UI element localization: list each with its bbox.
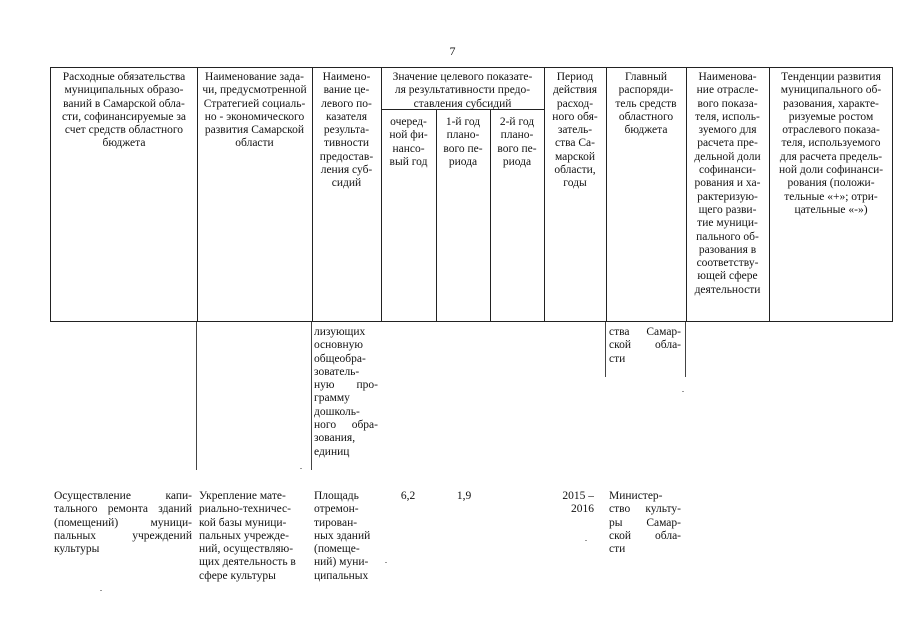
text-line: тие муници- bbox=[697, 217, 758, 230]
text-line: рования (положи- bbox=[787, 177, 875, 190]
text-line: действия bbox=[552, 84, 598, 97]
text-line: ства Самар- bbox=[609, 326, 681, 338]
text-line: пального об- bbox=[696, 230, 759, 243]
scan-speck bbox=[682, 391, 684, 392]
text-line: ную про- bbox=[314, 379, 378, 392]
text-line: ние отрасле- bbox=[696, 84, 759, 97]
text-line: ской обла- bbox=[609, 339, 681, 352]
text-line: казателя bbox=[325, 110, 368, 123]
text-line: ления суб- bbox=[320, 164, 373, 177]
text-line: ний) муни- bbox=[314, 556, 369, 569]
body-divider bbox=[311, 322, 312, 470]
text-line: теля, исполь- bbox=[695, 110, 760, 123]
text-line: областного bbox=[618, 110, 674, 123]
text-line: цательные «-») bbox=[794, 203, 868, 216]
text-line: зователь- bbox=[314, 365, 360, 378]
text-line: ставления субсидий bbox=[413, 97, 512, 110]
text-line: области, bbox=[554, 164, 596, 177]
text-line: области bbox=[235, 137, 274, 150]
body-divider bbox=[196, 322, 197, 470]
text-line: распоряди- bbox=[618, 84, 674, 97]
text-line: лизующих bbox=[314, 326, 366, 338]
text-line: Расходные обязательства bbox=[62, 71, 186, 83]
text-line: ного обя- bbox=[552, 110, 598, 123]
text-line: рования и ха- bbox=[694, 177, 761, 190]
scan-speck bbox=[385, 562, 387, 563]
text-line: бюджета bbox=[624, 124, 668, 137]
text-line: счет средств областного bbox=[64, 124, 184, 137]
text-line: тального ремонта зданий bbox=[54, 503, 192, 516]
header-col-indicator bbox=[313, 71, 380, 191]
text-line: отремон- bbox=[314, 503, 359, 516]
text-line: единиц bbox=[314, 445, 350, 458]
text-line: сти, софинансируемые за bbox=[61, 110, 187, 123]
text-line: ваний в Самарской обла- bbox=[63, 97, 185, 110]
text-line: предостав- bbox=[319, 150, 374, 163]
text-line: ний, осуществляю- bbox=[199, 543, 294, 556]
text-line: Укрепление мате- bbox=[199, 490, 286, 502]
header-sub-second-year bbox=[491, 116, 543, 169]
row-administrator bbox=[609, 490, 681, 556]
body-divider bbox=[685, 322, 686, 377]
text-line: ной доли софинанси- bbox=[778, 164, 884, 177]
text-line: софинанси- bbox=[699, 164, 756, 177]
text-line: ства Са- bbox=[555, 137, 595, 150]
text-line: дельной доли bbox=[694, 150, 761, 163]
text-line: Министер- bbox=[609, 490, 663, 502]
text-line: (помещений) муници- bbox=[54, 516, 192, 529]
row-indicator bbox=[314, 490, 378, 583]
text-line: ющей сфере bbox=[697, 270, 758, 283]
header-col-task bbox=[199, 71, 310, 151]
header-sub-current-year bbox=[382, 116, 435, 169]
text-line: разования в bbox=[698, 243, 757, 256]
text-line: Площадь bbox=[314, 490, 359, 502]
text-line: сфере культуры bbox=[199, 569, 276, 582]
text-line: дошколь- bbox=[314, 405, 360, 418]
body-divider bbox=[605, 322, 606, 377]
text-line: Период bbox=[556, 71, 594, 83]
text-line: общеобра- bbox=[314, 352, 366, 365]
text-line: чи, предусмотренной bbox=[202, 84, 307, 97]
text-line: вого пе- bbox=[497, 142, 537, 155]
text-line: Наименова- bbox=[698, 71, 757, 83]
text-line: ля результативности предо- bbox=[394, 84, 531, 97]
text-line: 1-й год bbox=[445, 116, 481, 128]
text-line: ных зданий bbox=[314, 529, 371, 542]
text-line: ного обра- bbox=[314, 419, 378, 432]
text-line: зования, bbox=[314, 432, 356, 445]
text-line: деятельности bbox=[694, 283, 761, 296]
text-line: развития Самарской bbox=[204, 124, 305, 137]
text-line: 2015 – bbox=[562, 490, 594, 502]
text-line: соответству- bbox=[696, 257, 759, 270]
text-line: щих деятельность в bbox=[199, 556, 296, 569]
text-line: зуемого для bbox=[698, 124, 757, 137]
text-line: затель- bbox=[557, 124, 593, 137]
text-line: Наимено- bbox=[322, 71, 371, 83]
text-line: для расчета предель- bbox=[779, 150, 883, 163]
scan-speck bbox=[100, 590, 102, 591]
header-col-obligations bbox=[53, 71, 195, 151]
header-col-administrator bbox=[607, 71, 685, 137]
text-line: 2016 bbox=[571, 503, 594, 516]
text-line: расход- bbox=[556, 97, 594, 110]
text-line: плано- bbox=[500, 129, 534, 142]
header-col-target-value bbox=[382, 71, 543, 111]
text-line: Осуществление капи- bbox=[54, 490, 192, 502]
text-line: очеред- bbox=[390, 116, 427, 128]
text-line: пальных учрежде- bbox=[199, 529, 289, 542]
row-obligation bbox=[54, 490, 192, 556]
text-line: разования, характе- bbox=[783, 97, 879, 110]
text-line: Значение целевого показате- bbox=[392, 71, 533, 83]
text-line: 2-й год bbox=[499, 116, 535, 128]
text-line: марской bbox=[554, 150, 596, 163]
text-line: ципальных bbox=[314, 569, 369, 582]
text-line: годы bbox=[563, 177, 587, 190]
text-line: муниципального об- bbox=[780, 84, 882, 97]
text-line: вого пе- bbox=[443, 142, 483, 155]
row-period bbox=[540, 490, 594, 517]
text-line: вого показа- bbox=[697, 97, 758, 110]
text-line: тивности bbox=[323, 137, 370, 150]
row-value-first-year: 1,9 bbox=[456, 490, 472, 502]
text-line: основную bbox=[314, 339, 363, 352]
text-line: риода bbox=[448, 155, 478, 168]
text-line: (помеще- bbox=[314, 543, 360, 556]
text-line: вый год bbox=[389, 155, 428, 168]
text-line: щего разви- bbox=[698, 203, 757, 216]
text-line: муниципальных образо- bbox=[64, 84, 184, 97]
scan-speck bbox=[300, 468, 302, 469]
text-line: вание це- bbox=[323, 84, 370, 97]
text-line: результа- bbox=[323, 124, 370, 137]
column-divider bbox=[769, 68, 770, 321]
row-task bbox=[199, 490, 309, 583]
text-line: рактеризую- bbox=[697, 190, 758, 203]
header-col-sector-indicator bbox=[687, 71, 768, 297]
text-line: Стратегией социаль- bbox=[203, 97, 306, 110]
text-line: пальных учреждений bbox=[54, 529, 192, 542]
text-line: плано- bbox=[446, 129, 480, 142]
continuation-indicator bbox=[314, 326, 378, 459]
text-line: тель средств bbox=[615, 97, 677, 110]
text-line: отраслевого показа- bbox=[782, 124, 880, 137]
text-line: Наименование зада- bbox=[205, 71, 304, 83]
header-sub-first-year bbox=[437, 116, 489, 169]
text-line: кой базы муници- bbox=[199, 516, 287, 529]
text-line: ство культу- bbox=[609, 503, 681, 516]
text-line: тельные «+»; отри- bbox=[784, 190, 878, 203]
text-line: ры Самар- bbox=[609, 516, 681, 529]
text-line: левого по- bbox=[321, 97, 372, 110]
text-line: нансо- bbox=[392, 142, 425, 155]
text-line: Тенденции развития bbox=[781, 71, 881, 83]
text-line: сидий bbox=[331, 177, 362, 190]
scan-speck bbox=[585, 540, 587, 541]
table-header bbox=[50, 67, 893, 322]
page-number: 7 bbox=[449, 44, 456, 58]
continuation-administrator bbox=[609, 326, 681, 366]
text-line: риально-техничес- bbox=[199, 503, 291, 516]
text-line: но - экономического bbox=[204, 110, 305, 123]
text-line: тирован- bbox=[314, 516, 358, 529]
header-col-period bbox=[545, 71, 605, 191]
text-line: риода bbox=[502, 155, 532, 168]
text-line: расчета пре- bbox=[697, 137, 758, 150]
text-line: бюджета bbox=[102, 137, 146, 150]
text-line: сти bbox=[609, 352, 626, 365]
text-line: ской обла- bbox=[609, 529, 681, 542]
header-col-trends bbox=[771, 71, 891, 217]
text-line: сти bbox=[609, 543, 626, 556]
column-divider bbox=[197, 68, 198, 321]
text-line: ризуемые ростом bbox=[788, 110, 874, 123]
text-line: ной фи- bbox=[389, 129, 428, 142]
text-line: грамму bbox=[314, 392, 350, 405]
row-value-current-year: 6,2 bbox=[400, 490, 416, 502]
text-line: Главный bbox=[624, 71, 668, 83]
text-line: культуры bbox=[54, 543, 100, 556]
text-line: теля, используемого bbox=[781, 137, 881, 150]
